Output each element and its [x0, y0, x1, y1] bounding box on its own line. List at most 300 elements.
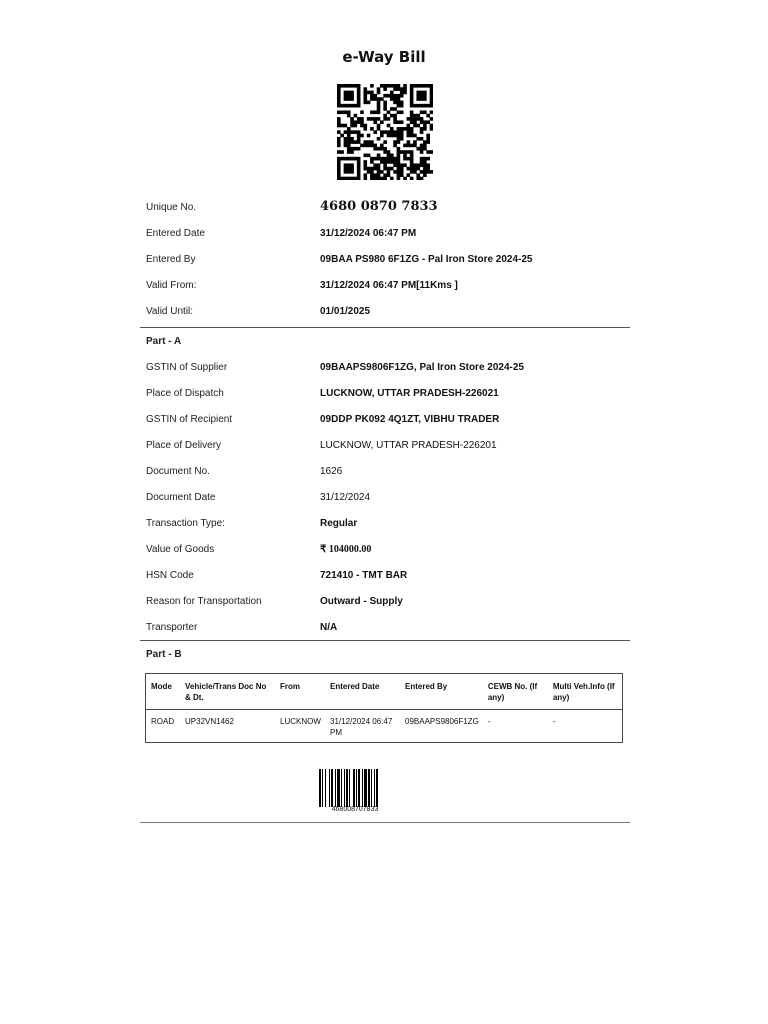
reason-label: Reason for Transportation [146, 596, 262, 607]
qr-module [357, 101, 361, 105]
qr-module [416, 94, 420, 98]
qr-module [423, 147, 427, 151]
qr-module [344, 140, 348, 144]
qr-module [373, 97, 377, 101]
qr-module [357, 160, 361, 164]
qr-module [397, 87, 401, 91]
qr-module [354, 140, 358, 144]
qr-module [360, 134, 364, 138]
qr-module [400, 127, 404, 131]
qr-module [350, 117, 354, 121]
qr-module [387, 110, 391, 114]
reason-row [140, 588, 630, 614]
qr-module [393, 130, 397, 134]
barcode-bar [337, 769, 340, 807]
qr-module [383, 84, 387, 88]
qr-module [426, 104, 430, 108]
qr-module [350, 91, 354, 95]
qr-module [370, 110, 374, 114]
qr-module [397, 163, 401, 167]
qr-module [357, 120, 361, 124]
qr-module [357, 117, 361, 121]
qr-module [407, 134, 411, 138]
qr-module [344, 94, 348, 98]
doc-no-row [140, 458, 630, 484]
qr-module [377, 137, 381, 141]
qr-module [380, 134, 384, 138]
qr-module [426, 170, 430, 174]
qr-module [397, 170, 401, 174]
qr-module [413, 114, 417, 118]
valid-from-value: 31/12/2024 06:47 PM[11Kms ] [320, 280, 458, 291]
qr-module [373, 163, 377, 167]
qr-module [423, 167, 427, 171]
qr-module [337, 170, 341, 174]
qr-module [363, 97, 367, 101]
qr-module [393, 157, 397, 161]
qr-module [423, 144, 427, 148]
qr-module [397, 154, 401, 158]
goods-value-value: ₹ 104000.00 [320, 544, 372, 555]
qr-module [397, 104, 401, 108]
qr-module [350, 150, 354, 154]
qr-module [337, 150, 341, 154]
qr-module [340, 84, 344, 88]
qr-module [413, 117, 417, 121]
entered-by-value: 09BAA PS980 6F1ZG - Pal Iron Store 2024-25 [320, 254, 533, 265]
qr-module [350, 177, 354, 180]
qr-module [377, 154, 381, 158]
delivery-row [140, 432, 630, 458]
qr-module [373, 130, 377, 134]
qr-module [337, 144, 341, 148]
qr-module [397, 97, 401, 101]
qr-module [360, 117, 364, 121]
qr-module [393, 114, 397, 118]
qr-module [403, 157, 407, 161]
qr-module [430, 87, 433, 91]
qr-module [416, 97, 420, 101]
qr-module [340, 157, 344, 161]
qr-module [363, 173, 367, 177]
qr-module [423, 127, 427, 131]
qr-module [390, 107, 394, 111]
qr-module [410, 163, 414, 167]
goods-value-label: Value of Goods [146, 544, 215, 555]
gstin-supplier-value: 09BAAPS9806F1ZG, Pal Iron Store 2024-25 [320, 362, 524, 373]
barcode-bar [344, 769, 345, 807]
qr-module [344, 124, 348, 128]
qr-module [357, 84, 361, 88]
qr-module [403, 150, 407, 154]
qr-module [420, 177, 424, 180]
qr-module [410, 157, 414, 161]
qr-module [420, 160, 424, 164]
qr-module [363, 140, 367, 144]
qr-module [377, 163, 381, 167]
qr-module [400, 87, 404, 91]
qr-module [397, 160, 401, 164]
qr-module [416, 163, 420, 167]
qr-module [390, 114, 394, 118]
barcode-bar [341, 769, 342, 807]
qr-module [397, 173, 401, 177]
qr-module [370, 127, 374, 131]
qr-module [377, 157, 381, 161]
col-mode: Mode [146, 674, 181, 710]
qr-code [337, 84, 433, 180]
qr-module [426, 163, 430, 167]
valid-until-row [140, 298, 630, 324]
qr-module [354, 130, 358, 134]
qr-module [370, 160, 374, 164]
qr-module [400, 163, 404, 167]
qr-module [393, 144, 397, 148]
qr-module [383, 107, 387, 111]
qr-module [407, 173, 411, 177]
qr-module [337, 163, 341, 167]
qr-module [397, 110, 401, 114]
qr-module [423, 110, 427, 114]
part-a-details [140, 328, 630, 640]
qr-module [397, 130, 401, 134]
gstin-recipient-label: GSTIN of Recipient [146, 414, 233, 425]
qr-module [370, 94, 374, 98]
qr-module [423, 124, 427, 128]
qr-module [387, 167, 391, 171]
qr-module [407, 127, 411, 131]
qr-module [420, 120, 424, 124]
qr-module [400, 94, 404, 98]
barcode-bar [374, 769, 375, 807]
qr-module [383, 130, 387, 134]
qr-module [340, 177, 344, 180]
qr-module [413, 140, 417, 144]
dispatch-label: Place of Dispatch [146, 388, 224, 399]
qr-module [383, 104, 387, 108]
qr-module [407, 150, 411, 154]
doc-no-label: Document No. [146, 466, 210, 477]
barcode-bar [322, 769, 323, 807]
qr-module [430, 104, 433, 108]
qr-module [380, 160, 384, 164]
unique-no-label: Unique No. [146, 202, 197, 213]
qr-module [387, 94, 391, 98]
qr-module [423, 160, 427, 164]
qr-module [363, 144, 367, 148]
qr-module [363, 160, 367, 164]
qr-module [400, 167, 404, 171]
qr-module [410, 104, 414, 108]
qr-module [397, 134, 401, 138]
qr-module [347, 94, 351, 98]
doc-date-label: Document Date [146, 492, 216, 503]
table-header-row [146, 674, 623, 710]
qr-module [426, 120, 430, 124]
qr-module [380, 170, 384, 174]
qr-module [390, 157, 394, 161]
qr-module [423, 97, 427, 101]
qr-module [383, 117, 387, 121]
qr-module [430, 101, 433, 105]
qr-module [410, 177, 414, 180]
qr-module [426, 84, 430, 88]
qr-module [344, 163, 348, 167]
qr-module [347, 114, 351, 118]
qr-module [426, 134, 430, 138]
qr-module [420, 147, 424, 151]
qr-module [400, 91, 404, 95]
qr-module [363, 94, 367, 98]
qr-module [423, 170, 427, 174]
qr-module [344, 91, 348, 95]
qr-module [410, 114, 414, 118]
qr-module [357, 137, 361, 141]
qr-module [350, 94, 354, 98]
qr-module [430, 170, 433, 174]
qr-module [373, 157, 377, 161]
qr-module [387, 154, 391, 158]
qr-module [370, 91, 374, 95]
gstin-recipient-row [140, 406, 630, 432]
col-from: From [275, 674, 325, 710]
qr-module [387, 84, 391, 88]
barcode-bar [368, 769, 370, 807]
qr-module [367, 170, 371, 174]
doc-date-value: 31/12/2024 [320, 492, 371, 503]
barcode-bar [356, 769, 357, 807]
qr-module [363, 124, 367, 128]
qr-module [393, 170, 397, 174]
qr-module [420, 84, 424, 88]
qr-module [390, 127, 394, 131]
qr-module [357, 97, 361, 101]
qr-module [350, 84, 354, 88]
barcode-bar [329, 769, 330, 807]
qr-module [363, 91, 367, 95]
qr-module [400, 110, 404, 114]
qr-module [397, 101, 401, 105]
qr-module [347, 144, 351, 148]
valid-until-value: 01/01/2025 [320, 306, 371, 317]
qr-module [426, 157, 430, 161]
barcode-bar [325, 769, 326, 807]
qr-module [357, 91, 361, 95]
qr-module [423, 94, 427, 98]
qr-module [360, 124, 364, 128]
doc-no-value: 1626 [320, 466, 343, 477]
qr-module [370, 84, 374, 88]
qr-module [380, 147, 384, 151]
qr-module [383, 157, 387, 161]
qr-module [377, 170, 381, 174]
qr-module [387, 134, 391, 138]
gstin-supplier-row [140, 354, 630, 380]
qr-module [337, 110, 341, 114]
barcode-bar [331, 769, 333, 807]
qr-module [420, 144, 424, 148]
qr-module [344, 144, 348, 148]
header-details [140, 194, 630, 324]
reason-value: Outward - Supply [320, 596, 403, 607]
qr-module [350, 170, 354, 174]
qr-module [407, 144, 411, 148]
part-a-title-row [140, 328, 630, 354]
qr-module [354, 124, 358, 128]
qr-module [373, 173, 377, 177]
qr-module [344, 177, 348, 180]
qr-module [367, 140, 371, 144]
qr-module [383, 177, 387, 180]
qr-module [370, 157, 374, 161]
delivery-label: Place of Delivery [146, 440, 222, 451]
qr-module [363, 101, 367, 105]
qr-module [344, 84, 348, 88]
qr-module [426, 114, 430, 118]
qr-module [410, 127, 414, 131]
qr-module [413, 134, 417, 138]
qr-module [347, 170, 351, 174]
qr-module [420, 97, 424, 101]
qr-module [377, 104, 381, 108]
qr-module [363, 127, 367, 131]
col-vehicle: Vehicle/Trans Doc No & Dt. [180, 674, 275, 710]
qr-module [383, 140, 387, 144]
qr-module [387, 117, 391, 121]
qr-module [423, 84, 427, 88]
qr-module [397, 140, 401, 144]
qr-module [387, 130, 391, 134]
part-b-table [145, 673, 623, 743]
qr-module [337, 104, 341, 108]
qr-module [347, 163, 351, 167]
page-title: e-Way Bill [342, 48, 426, 66]
qr-module [347, 167, 351, 171]
qr-module [337, 167, 341, 171]
qr-module [373, 177, 377, 180]
delivery-value: LUCKNOW, UTTAR PRADESH-226201 [320, 440, 497, 451]
qr-module [383, 101, 387, 105]
qr-module [383, 87, 387, 91]
qr-module [413, 104, 417, 108]
cell-mode: ROAD [151, 717, 175, 726]
qr-module [337, 157, 341, 161]
barcode-bar [353, 769, 355, 807]
qr-module [337, 177, 341, 180]
qr-module [340, 150, 344, 154]
qr-module [350, 140, 354, 144]
qr-module [347, 147, 351, 151]
qr-module [370, 177, 374, 180]
qr-module [393, 94, 397, 98]
qr-module [344, 97, 348, 101]
qr-module [387, 124, 391, 128]
txn-type-label: Transaction Type: [146, 518, 225, 529]
qr-module [357, 157, 361, 161]
qr-module [350, 163, 354, 167]
qr-module [344, 130, 348, 134]
qr-module [357, 170, 361, 174]
col-entered-by: Entered By [400, 674, 483, 710]
qr-module [370, 117, 374, 121]
qr-module [400, 137, 404, 141]
qr-module [373, 144, 377, 148]
qr-module [410, 101, 414, 105]
qr-module [347, 177, 351, 180]
qr-module [430, 84, 433, 88]
qr-module [373, 147, 377, 151]
qr-module [403, 87, 407, 91]
qr-module [403, 84, 407, 88]
part-b-title-row [140, 641, 630, 667]
qr-module [337, 173, 341, 177]
qr-module [350, 167, 354, 171]
qr-module [380, 157, 384, 161]
qr-module [383, 114, 387, 118]
qr-module [420, 110, 424, 114]
qr-module [350, 97, 354, 101]
qr-module [350, 147, 354, 151]
unique-no-value: 4680 0870 7833 [320, 199, 438, 214]
dispatch-row [140, 380, 630, 406]
qr-module [357, 177, 361, 180]
qr-module [410, 117, 414, 121]
qr-module [400, 120, 404, 124]
qr-module [420, 170, 424, 174]
qr-module [357, 104, 361, 108]
qr-module [367, 154, 371, 158]
qr-module [410, 150, 414, 154]
cell-entered-date: 31/12/2024 06:47 PM [330, 717, 393, 737]
qr-module [390, 91, 394, 95]
qr-module [420, 137, 424, 141]
valid-until-label: Valid Until: [146, 306, 194, 317]
qr-module [420, 104, 424, 108]
qr-module [390, 97, 394, 101]
qr-module [400, 150, 404, 154]
qr-module [337, 87, 341, 91]
gstin-supplier-label: GSTIN of Supplier [146, 362, 228, 373]
qr-module [360, 144, 364, 148]
qr-module [420, 150, 424, 154]
qr-module [373, 167, 377, 171]
entered-by-row [140, 246, 630, 272]
qr-module [407, 157, 411, 161]
qr-module [350, 157, 354, 161]
qr-module [400, 130, 404, 134]
transporter-row [140, 614, 630, 640]
qr-module [373, 117, 377, 121]
qr-module [350, 124, 354, 128]
qr-module [354, 177, 358, 180]
barcode-bar [364, 769, 367, 807]
qr-module [367, 101, 371, 105]
qr-module [344, 167, 348, 171]
qr-module [407, 140, 411, 144]
qr-module [337, 117, 341, 121]
cell-from: LUCKNOW [280, 717, 321, 726]
qr-module [397, 150, 401, 154]
qr-module [377, 110, 381, 114]
qr-module [367, 144, 371, 148]
qr-module [410, 91, 414, 95]
qr-module [423, 140, 427, 144]
qr-module [403, 127, 407, 131]
qr-module [347, 127, 351, 131]
qr-module [393, 87, 397, 91]
qr-module [407, 124, 411, 128]
barcode-bar [376, 769, 378, 807]
